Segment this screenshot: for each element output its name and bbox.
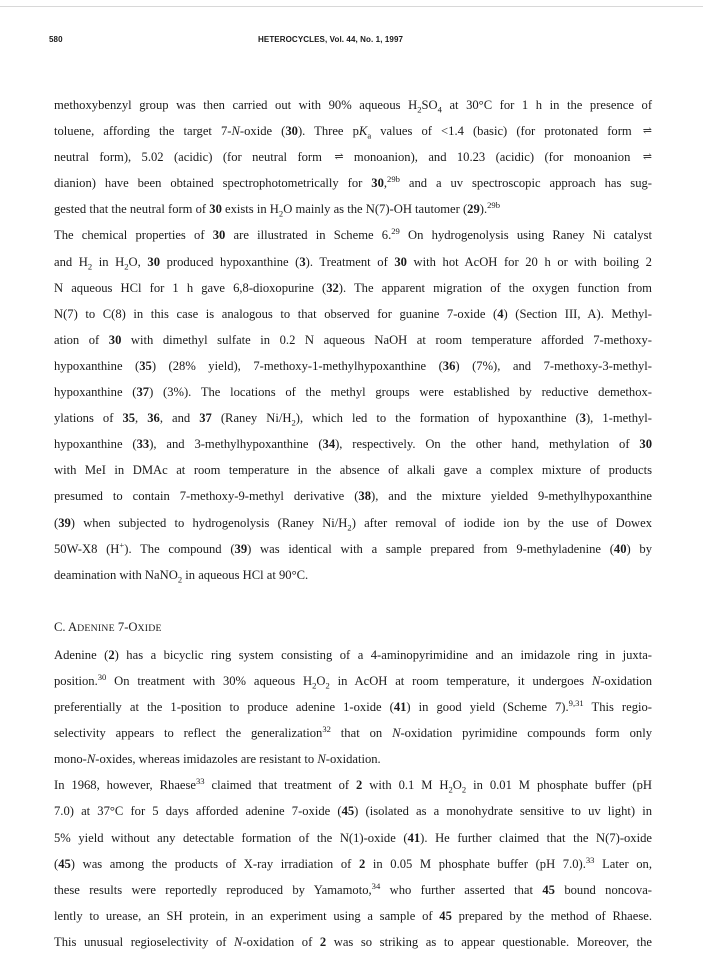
body-text [54,92,652,955]
section-heading: C. ADENINE 7-OXIDE [54,619,162,634]
top-rule [0,6,703,7]
text-line: gested that the neutral form of 30 exists in $H_2O$ mainly as the N(7)-OH tautomer (29).$^{29b}$ [54,200,500,219]
text-line: dianion) have been obtained spectrophotometrically for 30,$^{29b}$ and a uv spectroscopic approach has sug- [54,174,652,191]
text-line: these results were reportedly reproduced by Yamamoto,$^{34}$ who further asserted that 45 bound noncova- [54,880,652,897]
text-line: neutral form), 5.02 (acidic) (for neutral form ⇌ monoanion), and 10.23 (acidic) (for monoanion ⇌ [54,150,650,165]
text-line: preferentially at the 1-position to produce adenine 1-oxide (41) in good yield (Scheme 7).$^{9,31}$ This regio- [54,697,653,715]
text-line: ation of 30 with dimethyl sulfate in 0.2 N aqueous NaOH at room temperature afforded 7-methoxy- [54,332,652,347]
text-line: deamination with NaNO$_2$ in aqueous HCl at 90°C. [54,567,309,585]
text-line: 7.0) at 37°C for 5 days afforded adenine 7-oxide (45) (isolated as a monohydrate sensitive to uv light) in [54,804,653,819]
page-number: 580 [49,35,63,44]
text-line: hypoxanthine (35) (28% yield), 7-methoxy-1-methylhypoxanthine (36) (7%), and 7-methoxy-3-methyl- [54,358,652,373]
text-line: N aqueous HCl for 1 h gave 6,8-dioxopurine (32). The apparent migration of the oxygen function from [54,280,652,295]
text-line: with MeI in DMAc at room temperature in the absence of alkali gave a complex mixture of products [54,463,652,478]
text-line: 5% yield without any detectable formation of the N(1)-oxide (41). He further claimed that the N(7)-oxide [54,830,652,845]
text-line: In 1968, however, Rhaese$^{33}$ claimed that treatment of 2 with 0.1 M $H_2O_2$ in 0.01 M phosphate buffer (pH [54,776,652,795]
text-line: The chemical properties of 30 are illustrated in Scheme 6.29 On hydrogenolysis using Raney Ni catalyst [54,226,652,243]
text-line: presumed to contain 7-methoxy-9-methyl derivative (38), and the mixture yielded 9-methylhypoxanthine [54,489,652,504]
text-line: toluene, affording the target 7-N-oxide (30). Three $pK_a$ values of <1.4 (basic) (for protonated form ⇌ [54,124,651,141]
text-line: (45) was among the products of X-ray irradiation of 2 in 0.05 M phosphate buffer (pH 7.0).$^{33}$ Later on, [54,854,653,871]
text-line: methoxybenzyl group was then carried out with 90% aqueous $H_2SO_4$ at 30°C for 1 h in the presence of [54,98,653,115]
text-line: selectivity appears to reflect the generalization$^{32}$ that on N-oxidation pyrimidine compounds form only [54,723,653,741]
text-line: mono-N-oxides, whereas imidazoles are resistant to N-oxidation. [54,752,381,767]
text-line: 50W-X8 (H+). The compound (39) was identical with a sample prepared from 9-methyladenine (40) by [54,539,653,556]
text-line: ylations of 35, 36, and 37 (Raney $Ni/H_2$), which led to the formation of hypoxanthine (3), 1-methyl- [54,411,652,428]
text-line: (39) when subjected to hydrogenolysis (Raney $Ni/H_2$) after removal of iodide ion by the use of Dowex [54,515,652,533]
text-line: lently to urease, an SH protein, in an experiment using a sample of 45 prepared by the method of Rhaese. [54,908,652,923]
running-head: HETEROCYCLES, Vol. 44, No. 1, 1997 [258,35,404,44]
text-line: This unusual regioselectivity of N-oxidation of 2 was so striking as to appear questionable. Moreover, the [54,934,652,949]
text-line: hypoxanthine (33), and 3-methylhypoxanthine (34), respectively. On the other hand, methylation of 30 [54,437,652,452]
text-line: N(7) to C(8) in this case is analogous to that observed for guanine 7-oxide (4) (Section III, A). Methyl- [54,306,652,321]
text-line: Adenine (2) has a bicyclic ring system consisting of a 4-aminopyrimidine and an imidazole ring in juxta- [54,647,653,662]
text-line: hypoxanthine (37) (3%). The locations of the methyl groups were established by reductive demethox- [54,385,652,400]
text-line: and $H_2$ in $H_2O$, 30 produced hypoxanthine (3). Treatment of 30 with hot AcOH for 20 h or with boiling 2 [54,254,652,272]
text-line: position.$^{30}$ On treatment with 30% aqueous $H_2O_2$ in AcOH at room temperature, it undergoes N-oxidation [54,671,652,691]
section-spacer [54,588,652,614]
